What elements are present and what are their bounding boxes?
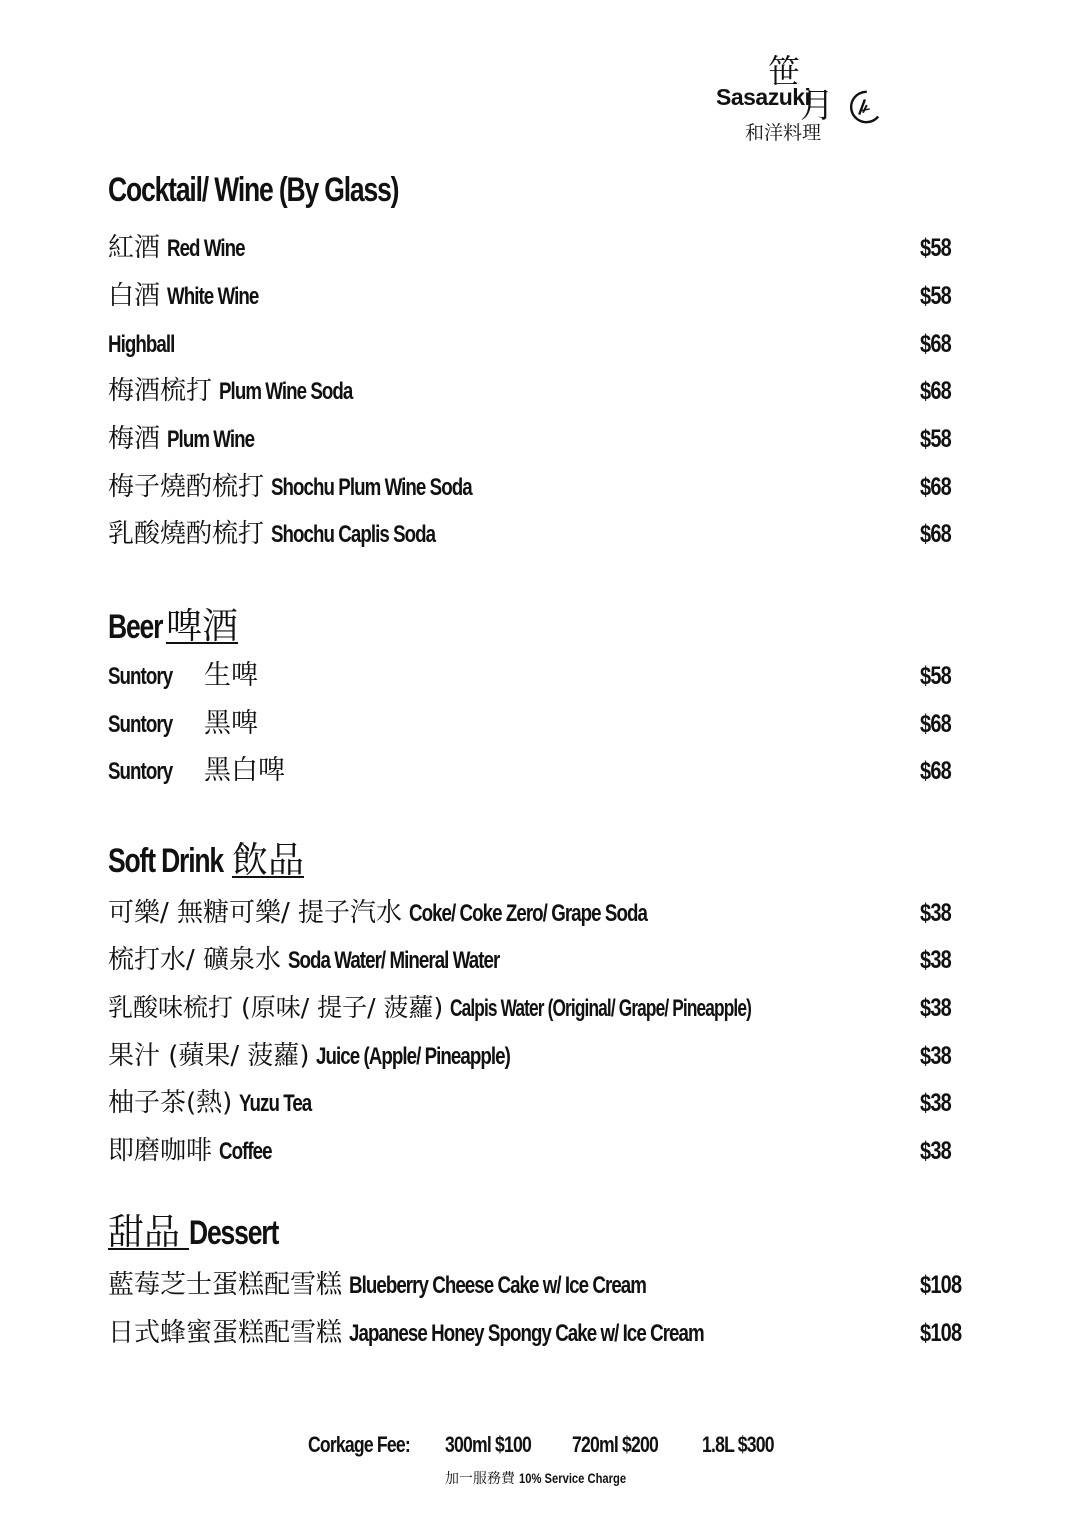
item-price: $38 — [920, 1042, 951, 1070]
menu-item-honey-spongy-cake: 日式蜂蜜蛋糕配雪糕 Japanese Honey Spongy Cake w/ Ice Cream $108 — [108, 1313, 968, 1353]
menu-item-plum-wine-soda: 梅酒梳打 Plum Wine Soda $68 — [108, 371, 968, 411]
item-price: $58 — [920, 425, 951, 453]
item-price: $58 — [920, 282, 951, 310]
section-title-cocktail: Cocktail/ Wine (By Glass) — [108, 171, 399, 209]
service-charge-note: 加一服務費 10% Service Charge — [445, 1470, 626, 1487]
menu-item-calpis-water: 乳酸味梳打 (原味/ 提子/ 菠蘿) Calpis Water (Original/ Grape/ Pineapple) $38 — [108, 988, 968, 1028]
moon-circle-icon — [844, 88, 882, 126]
menu-item-coffee: 即磨咖啡 Coffee $38 — [108, 1131, 968, 1171]
restaurant-logo — [700, 40, 900, 150]
corkage-300ml: 300ml $100 — [445, 1432, 531, 1457]
item-price: $58 — [920, 234, 951, 262]
menu-item-blueberry-cheese-cake: 藍莓芝士蛋糕配雪糕 Blueberry Cheese Cake w/ Ice Cream $108 — [108, 1265, 968, 1305]
item-price: $108 — [920, 1271, 962, 1299]
menu-item-suntory-half-half: Suntory 黑白啤 $68 — [108, 751, 968, 791]
item-price: $38 — [920, 994, 951, 1022]
item-price: $68 — [920, 520, 951, 548]
item-price: $38 — [920, 1089, 951, 1117]
item-price: $108 — [920, 1319, 962, 1347]
menu-item-suntory-draft: Suntory 生啤 $58 — [108, 656, 968, 696]
logo-subtitle: 和洋料理 — [745, 122, 822, 144]
section-title-dessert: 甜品 Dessert — [108, 1212, 279, 1253]
menu-item-coke: 可樂/ 無糖可樂/ 提子汽水 Coke/ Coke Zero/ Grape Soda $38 — [108, 893, 968, 933]
item-price: $68 — [920, 473, 951, 501]
menu-item-red-wine: 紅酒 Red Wine $58 — [108, 228, 968, 268]
menu-item-suntory-black: Suntory 黑啤 $68 — [108, 704, 968, 744]
item-price: $58 — [920, 662, 951, 690]
section-title-beer: Beer 啤酒 — [108, 606, 239, 647]
corkage-1-8l: 1.8L $300 — [702, 1432, 774, 1457]
corkage-720ml: 720ml $200 — [572, 1432, 658, 1457]
item-price: $68 — [920, 757, 951, 785]
logo-kanji-top: 笹 — [768, 52, 801, 90]
item-price: $68 — [920, 377, 951, 405]
item-price: $38 — [920, 946, 951, 974]
corkage-label: Corkage Fee: — [308, 1432, 410, 1457]
item-price: $38 — [920, 899, 951, 927]
menu-item-shochu-plum-wine-soda: 梅子燒酌梳打 Shochu Plum Wine Soda $68 — [108, 467, 968, 507]
item-price: $68 — [920, 710, 951, 738]
menu-item-shochu-calpis-soda: 乳酸燒酌梳打 Shochu Caplis Soda $68 — [108, 514, 968, 554]
item-price: $38 — [920, 1137, 951, 1165]
menu-item-juice: 果汁 (蘋果/ 菠蘿) Juice (Apple/ Pineapple) $38 — [108, 1036, 968, 1076]
menu-item-white-wine: 白酒 White Wine $58 — [108, 276, 968, 316]
menu-item-soda-water: 梳打水/ 礦泉水 Soda Water/ Mineral Water $38 — [108, 940, 968, 980]
section-title-soft-drink: Soft Drink 飲品 — [108, 840, 305, 881]
menu-item-highball: Highball $68 — [108, 324, 968, 364]
item-price: $68 — [920, 330, 951, 358]
logo-name: Sasazuki — [716, 84, 811, 110]
menu-item-plum-wine: 梅酒 Plum Wine $58 — [108, 419, 968, 459]
menu-item-yuzu-tea: 柚子茶(熱) Yuzu Tea $38 — [108, 1083, 968, 1123]
logo-kanji-moon: 月 — [800, 86, 834, 126]
